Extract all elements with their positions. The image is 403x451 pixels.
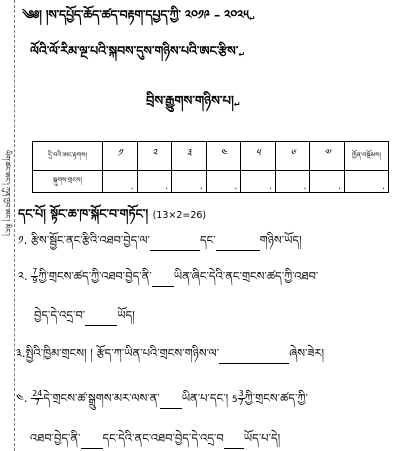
question-text: ཞེས་ཟེར། [289,346,325,360]
score-cell[interactable]: . [206,171,241,193]
mixed-number-whole: 5 [231,395,238,405]
fraction-numerator: 7 [32,267,38,276]
question-number: ༣. [16,346,26,360]
fraction-denominator: 7 [238,398,244,407]
score-cell[interactable]: . [137,171,172,193]
question-number-cell: ༡ [103,142,138,171]
answer-blank[interactable] [160,392,182,409]
answer-blank[interactable] [85,309,117,326]
question-number-label: དྲི་བའི་ཨང་རྟགས། [33,142,103,171]
score-cell[interactable]: . [275,171,310,193]
question-text: རྩིས་སྦྱོང་ནང་རྩིའི་འཐབ་བྱེད་ལ་ [30,233,150,247]
question-text: བྱེད་དེ་འདྲ་བ་ [34,308,86,322]
question-text: ཡིན་ཞིང་དེའི་ནང་གྲངས་ཚད་ཀྱི་འཐབ་ [173,269,319,283]
question-number: ༡. [18,233,28,247]
question-number-cell: ༤ [206,142,241,171]
question-number-cell: ༢ [137,142,172,171]
question-text: ཡིན་པ་དང་། [181,391,229,405]
question-text: སྤྱིའི་ཁྱིམ་གྲངས། ། རྩོད་ཀ་ཡིན་པའི་གྲངས་གཉིས་ལ་ [25,346,220,360]
question-1 [18,232,302,251]
question-4-line-2 [30,430,280,449]
question-2 [18,268,318,287]
question-3 [16,345,324,364]
question-text: ཡོད། [117,308,135,322]
fraction [31,390,43,407]
score-cell[interactable]: . [241,171,276,193]
total-score-cell[interactable]: . [345,171,389,193]
title-text-3: བྲིས་རྒྱུགས་གཉིས་པ། [146,94,234,109]
question-text: དེ་གྲངས་ཚ་སྒྲུགས་མར་ལས་ན་ [43,391,160,405]
fraction-denominator: 7 [34,398,40,407]
score-cell[interactable]: . [310,171,345,193]
score-table-header-row [33,142,389,171]
score-table-score-row [33,171,389,193]
return-mark: ↵ [233,100,241,109]
score-label: སྐུགས་གྲངས། [33,171,103,193]
question-number-cell: ༦ [275,142,310,171]
question-text: གཉིས་ཡོད། [259,233,302,247]
question-text: དང་དེའི་ནང་འཐབ་བྱེད་དེ་འདྲ་བ [102,431,224,445]
return-mark: ↵ [248,14,256,23]
question-number: ༢. [18,269,28,283]
answer-blank[interactable] [81,432,103,449]
question-text: ཀྱི་གྲངས་ཚད་ཀྱི་འཐབ་བྱེད་ནི་ [38,269,152,283]
fraction-numerator: 3 [238,389,244,398]
question-number-cell: ༣ [172,142,207,171]
question-number-cell: ༥ [241,142,276,171]
total-label: ཁྱོན་བསྡོམས། [345,142,389,171]
margin-student-info: ཡིག་ཚང་ཨང་། ཀུན་ཁྱབ་ཨང་། མིང་། [3,150,11,236]
answer-blank[interactable] [152,270,174,287]
question-text: དང་ [199,233,216,247]
question-text: འཐབ་བྱེད་ནི་ [30,431,81,445]
section-title: དང་པོ། སྟོང་ཆ་ཁ་སྐོང་བ་གཏོང་། [18,206,149,221]
title-text-2: ལོའི་ལོ་རིམ་ལྔ་པའི་སྐབས་དུས་གཉིས་པའི་ཨང་རྩིས་ [30,43,239,58]
question-text: ཡོད་པ་དེ། [243,431,281,445]
fraction-numerator: 24 [32,389,43,398]
exam-title-line-3 [146,93,241,113]
question-number: ༤. [16,391,28,405]
title-text-1: ༄༅། །ས་དཔྱོད་ཆོད་ཚད་བརྟག་དཔྱད་ཀྱི་ ༢༠༡༩ – ༢༠༢༥ [22,7,249,22]
exam-title-line-1 [22,6,255,27]
question-number-cell: ༧ [310,142,345,171]
fraction-denominator: 9 [32,276,38,285]
answer-blank[interactable] [224,432,244,449]
section-heading [18,200,206,235]
question-text: ཀྱི་གྲངས་ཚད་ཀྱི་ [244,391,308,405]
question-4 [16,390,308,409]
section-marks: (13×2=26) [152,210,207,221]
binding-margin [0,0,15,451]
return-mark: ↵ [238,50,246,59]
answer-blank[interactable] [219,347,289,364]
exam-title-line-2 [30,42,245,63]
score-cell[interactable]: . [172,171,207,193]
question-2-line-2 [34,307,135,326]
score-table [32,141,389,193]
answer-blank[interactable] [150,234,200,251]
fraction [238,390,245,407]
answer-blank[interactable] [216,234,260,251]
score-cell[interactable]: . [103,171,138,193]
